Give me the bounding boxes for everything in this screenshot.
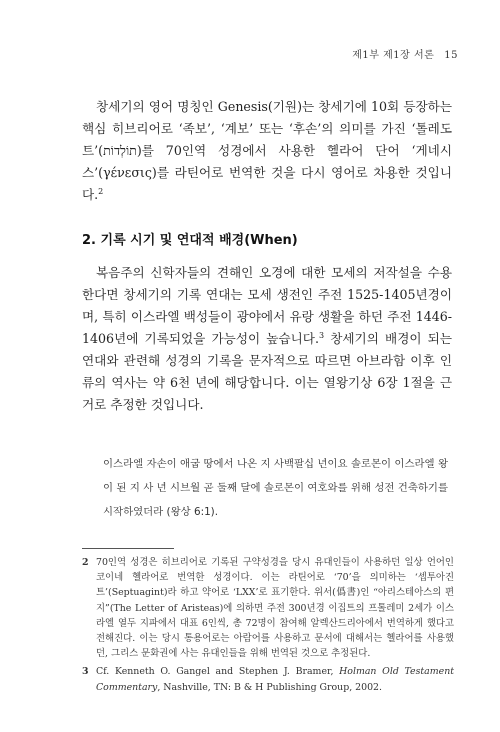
section-heading: 2. 기록 시기 및 연대적 배경(When) bbox=[82, 233, 298, 248]
footnote-number: 2 bbox=[82, 557, 89, 568]
scripture-quote: 이스라엘 자손이 애굽 땅에서 나온 지 사백팔십 년이요 솔로몬이 이스라엘 왕이 된 지 사 년 시브월 곧 둘째 달에 솔로몬이 여호와를 위해 성전 건축하기를 시작하였더라 (왕상 6:1). bbox=[103, 458, 448, 518]
footnote-text: 70인역 성경은 히브리어로 기록된 구약성경을 당시 유대인들이 사용하던 일상 언어인 코이네 헬라어로 번역한 성경이다. 이는 라틴어로 ‘70’을 의미하는 ‘셉투아진트’(Septuagint)라 하고 약어로 ‘LXX’로 표기한다. 위서(僞書)인 “아리스테아스의 편지”(The Letter of Aristeas)에 의하면 주전 300년경 이집트의 프톨레미 2세가 이스라엘 열두 지파에서 대표 6인씩, 총 72명이 참여해 알렉산드리아에서 번역하게 했다고 전해진다. 이는 당시 통용어로는 아람어를 사용하고 문서에 대해서는 헬라어를 사용했던, 그리스 문화권에 사는 유대인들을 위해 번역된 것으로 추정된다. bbox=[96, 557, 454, 660]
footnote-divider bbox=[82, 548, 174, 549]
footnote-2 bbox=[82, 555, 454, 661]
footnote-ref-3[interactable]: 3 bbox=[318, 331, 325, 340]
footnote-text bbox=[96, 664, 454, 694]
footnotes bbox=[82, 555, 454, 698]
running-title: 제1부 제1장 서론 bbox=[352, 50, 435, 61]
paragraph-2-text-b: 창세기의 배경이 되는 연대와 관련해 성경의 기록을 문자적으로 따르면 아브라함 이후 인류의 역사는 약 6천 년에 해당합니다. 이는 열왕기상 6장 1절을 근거로 추정한 것입니다. bbox=[82, 331, 452, 412]
paragraph-1-text: 창세기의 영어 명칭인 Genesis(기원)는 창세기에 10회 등장하는 핵심 히브리어로 ‘족보’, ‘계보’ 또는 ‘후손’의 의미를 가진 ‘톨레도트’(תוֹלְדוֹת)를 70인역 성경에서 사용한 헬라어 단어 ‘게네시스’(γένεσις)를 라틴어로 번역한 것을 다시 영어로 차용한 것입니다. bbox=[82, 99, 452, 202]
footnote-3-suffix: , Nashville, TN: B & H Publishing Group, 2002. bbox=[157, 681, 383, 693]
footnote-3 bbox=[82, 664, 454, 694]
paragraph-dating bbox=[82, 262, 452, 416]
paragraph-genesis-name bbox=[82, 96, 452, 206]
footnote-3-prefix: Cf. Kenneth O. Gangel and Stephen J. Bramer, bbox=[96, 666, 340, 678]
running-header bbox=[352, 46, 458, 61]
book-title: Holman Old Testament Commentary bbox=[96, 666, 455, 693]
footnote-number: 3 bbox=[82, 666, 89, 678]
footnote-ref-2[interactable]: 2 bbox=[98, 187, 104, 196]
paragraph-2-text-a: 복음주의 신학자들의 견해인 오경에 대한 모세의 저작설을 수용한다면 창세기의 기록 연대는 모세 생전인 주전 1525-1405년경이며, 특히 이스라엘 백성들이 광야에서 유랑 생활을 하던 주전 1446-1406년에 기록되었을 가능성이 높습니다. bbox=[82, 265, 452, 346]
page-number: 15 bbox=[444, 50, 458, 61]
